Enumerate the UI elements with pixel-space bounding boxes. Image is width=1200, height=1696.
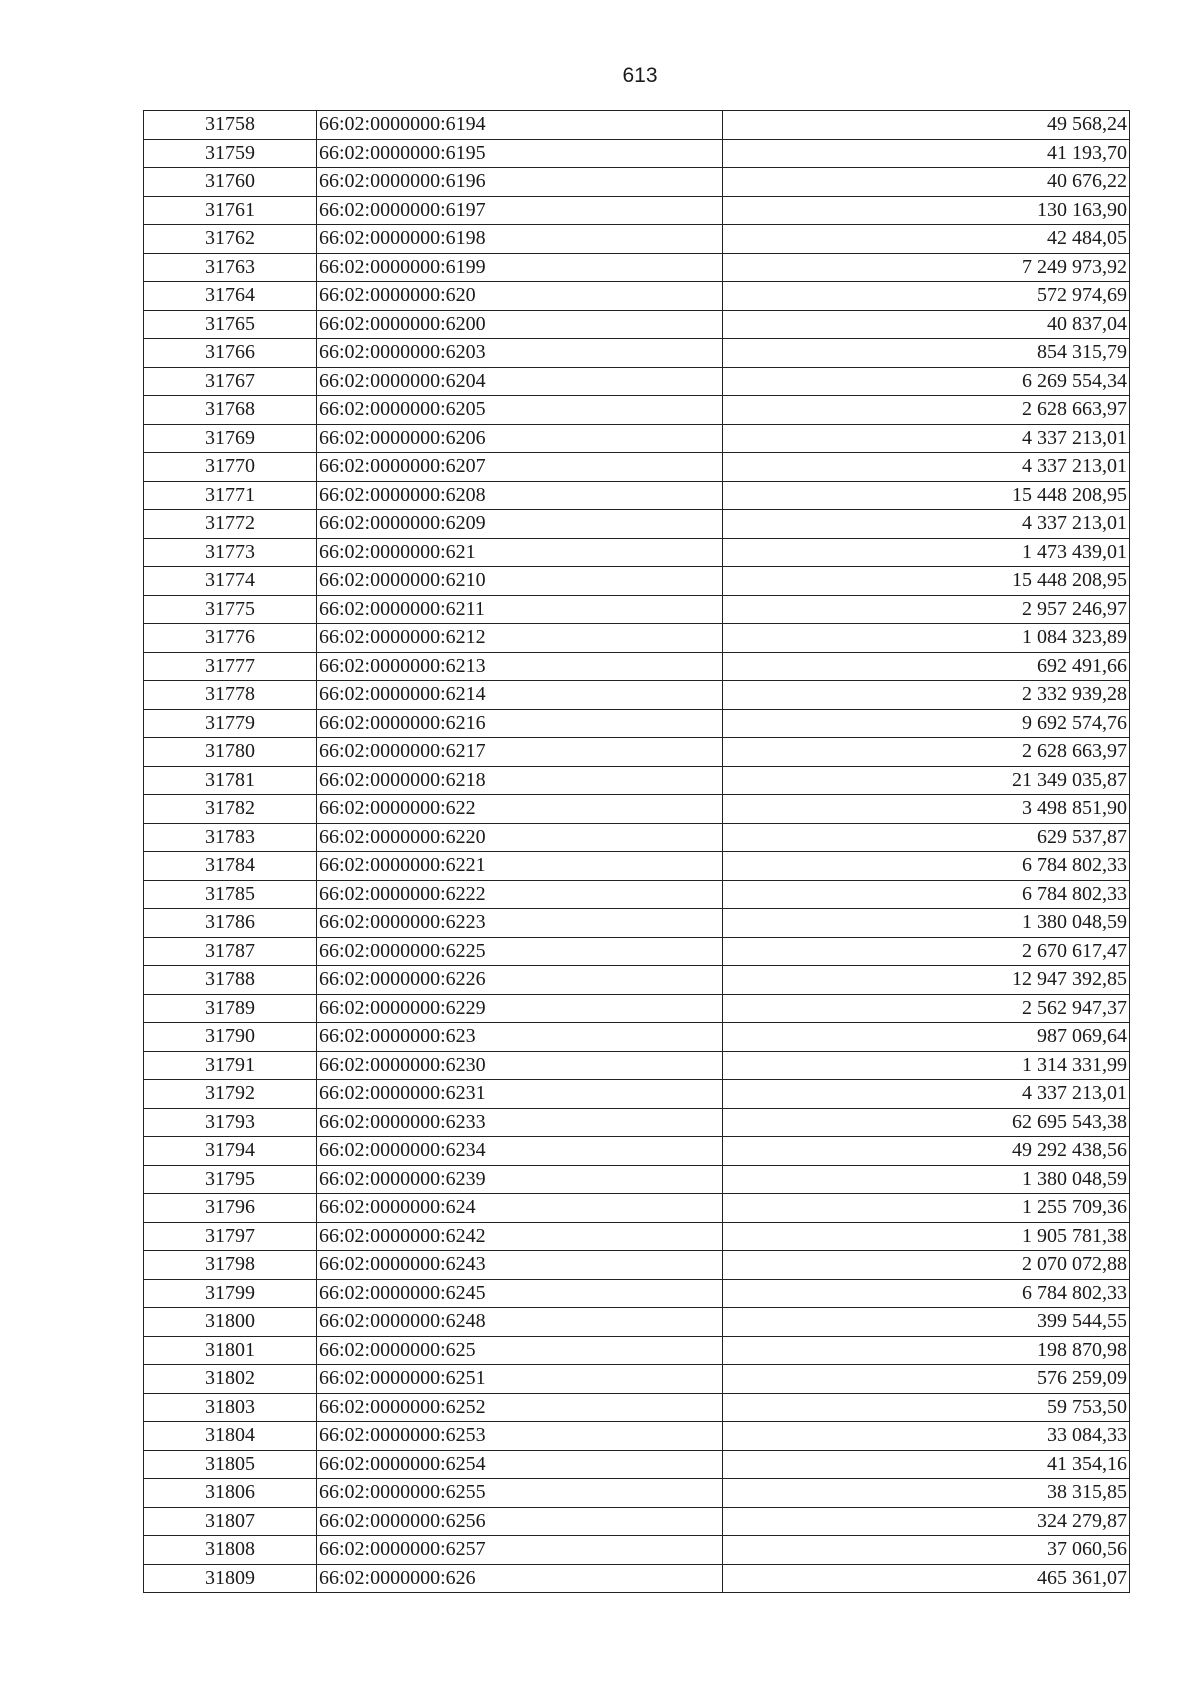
row-number-cell: 31789 bbox=[144, 994, 317, 1023]
cadastral-number-cell: 66:02:0000000:6252 bbox=[317, 1393, 723, 1422]
table-row bbox=[144, 1536, 1130, 1565]
row-number-cell: 31797 bbox=[144, 1222, 317, 1251]
table-row bbox=[144, 595, 1130, 624]
cadastral-value-cell: 465 361,07 bbox=[723, 1564, 1130, 1593]
cadastral-value-cell: 49 292 438,56 bbox=[723, 1137, 1130, 1166]
cadastral-number-cell: 66:02:0000000:6210 bbox=[317, 567, 723, 596]
row-number-cell: 31801 bbox=[144, 1336, 317, 1365]
cadastral-value-cell: 1 473 439,01 bbox=[723, 538, 1130, 567]
table-row bbox=[144, 310, 1130, 339]
table-row bbox=[144, 168, 1130, 197]
row-number-cell: 31767 bbox=[144, 367, 317, 396]
table-row bbox=[144, 937, 1130, 966]
table-row bbox=[144, 909, 1130, 938]
cadastral-number-cell: 66:02:0000000:6230 bbox=[317, 1051, 723, 1080]
cadastral-number-cell: 66:02:0000000:6222 bbox=[317, 880, 723, 909]
cadastral-value-cell: 2 628 663,97 bbox=[723, 738, 1130, 767]
table-body bbox=[144, 111, 1130, 1593]
row-number-cell: 31807 bbox=[144, 1507, 317, 1536]
cadastral-number-cell: 66:02:0000000:6234 bbox=[317, 1137, 723, 1166]
cadastral-value-cell: 2 332 939,28 bbox=[723, 681, 1130, 710]
cadastral-value-cell: 12 947 392,85 bbox=[723, 966, 1130, 995]
row-number-cell: 31764 bbox=[144, 282, 317, 311]
table-row bbox=[144, 681, 1130, 710]
table-row bbox=[144, 994, 1130, 1023]
row-number-cell: 31781 bbox=[144, 766, 317, 795]
row-number-cell: 31758 bbox=[144, 111, 317, 140]
row-number-cell: 31792 bbox=[144, 1080, 317, 1109]
cadastral-value-cell: 33 084,33 bbox=[723, 1422, 1130, 1451]
cadastral-value-cell: 1 314 331,99 bbox=[723, 1051, 1130, 1080]
table-row bbox=[144, 1336, 1130, 1365]
table-row bbox=[144, 823, 1130, 852]
row-number-cell: 31800 bbox=[144, 1308, 317, 1337]
row-number-cell: 31775 bbox=[144, 595, 317, 624]
table-row bbox=[144, 652, 1130, 681]
row-number-cell: 31759 bbox=[144, 139, 317, 168]
cadastral-value-cell: 42 484,05 bbox=[723, 225, 1130, 254]
cadastral-number-cell: 66:02:0000000:6205 bbox=[317, 396, 723, 425]
cadastral-number-cell: 66:02:0000000:6255 bbox=[317, 1479, 723, 1508]
table-row bbox=[144, 510, 1130, 539]
cadastral-value-cell: 3 498 851,90 bbox=[723, 795, 1130, 824]
row-number-cell: 31783 bbox=[144, 823, 317, 852]
cadastral-number-cell: 66:02:0000000:6195 bbox=[317, 139, 723, 168]
cadastral-value-cell: 572 974,69 bbox=[723, 282, 1130, 311]
cadastral-value-cell: 4 337 213,01 bbox=[723, 453, 1130, 482]
cadastral-value-cell: 15 448 208,95 bbox=[723, 567, 1130, 596]
table-row bbox=[144, 1080, 1130, 1109]
table-row bbox=[144, 1251, 1130, 1280]
table-row bbox=[144, 396, 1130, 425]
cadastral-number-cell: 66:02:0000000:6218 bbox=[317, 766, 723, 795]
cadastral-value-cell: 692 491,66 bbox=[723, 652, 1130, 681]
table-row bbox=[144, 1479, 1130, 1508]
row-number-cell: 31808 bbox=[144, 1536, 317, 1565]
cadastral-value-table bbox=[143, 110, 1130, 1593]
cadastral-value-cell: 38 315,85 bbox=[723, 1479, 1130, 1508]
cadastral-number-cell: 66:02:0000000:6209 bbox=[317, 510, 723, 539]
table-row bbox=[144, 139, 1130, 168]
table-row bbox=[144, 367, 1130, 396]
row-number-cell: 31782 bbox=[144, 795, 317, 824]
cadastral-number-cell: 66:02:0000000:6220 bbox=[317, 823, 723, 852]
cadastral-number-cell: 66:02:0000000:6206 bbox=[317, 424, 723, 453]
cadastral-value-cell: 2 628 663,97 bbox=[723, 396, 1130, 425]
row-number-cell: 31762 bbox=[144, 225, 317, 254]
row-number-cell: 31774 bbox=[144, 567, 317, 596]
cadastral-number-cell: 66:02:0000000:6213 bbox=[317, 652, 723, 681]
row-number-cell: 31760 bbox=[144, 168, 317, 197]
cadastral-value-cell: 324 279,87 bbox=[723, 1507, 1130, 1536]
cadastral-number-cell: 66:02:0000000:6223 bbox=[317, 909, 723, 938]
cadastral-number-cell: 66:02:0000000:6207 bbox=[317, 453, 723, 482]
row-number-cell: 31809 bbox=[144, 1564, 317, 1593]
row-number-cell: 31784 bbox=[144, 852, 317, 881]
row-number-cell: 31803 bbox=[144, 1393, 317, 1422]
cadastral-number-cell: 66:02:0000000:624 bbox=[317, 1194, 723, 1223]
cadastral-number-cell: 66:02:0000000:620 bbox=[317, 282, 723, 311]
row-number-cell: 31772 bbox=[144, 510, 317, 539]
cadastral-number-cell: 66:02:0000000:6242 bbox=[317, 1222, 723, 1251]
row-number-cell: 31799 bbox=[144, 1279, 317, 1308]
row-number-cell: 31787 bbox=[144, 937, 317, 966]
row-number-cell: 31777 bbox=[144, 652, 317, 681]
cadastral-number-cell: 66:02:0000000:6253 bbox=[317, 1422, 723, 1451]
row-number-cell: 31779 bbox=[144, 709, 317, 738]
cadastral-number-cell: 66:02:0000000:6256 bbox=[317, 1507, 723, 1536]
row-number-cell: 31806 bbox=[144, 1479, 317, 1508]
row-number-cell: 31780 bbox=[144, 738, 317, 767]
table-row bbox=[144, 1194, 1130, 1223]
cadastral-value-cell: 9 692 574,76 bbox=[723, 709, 1130, 738]
row-number-cell: 31765 bbox=[144, 310, 317, 339]
cadastral-number-cell: 66:02:0000000:6212 bbox=[317, 624, 723, 653]
table-row bbox=[144, 624, 1130, 653]
table-row bbox=[144, 1222, 1130, 1251]
row-number-cell: 31804 bbox=[144, 1422, 317, 1451]
cadastral-number-cell: 66:02:0000000:6204 bbox=[317, 367, 723, 396]
cadastral-value-cell: 2 562 947,37 bbox=[723, 994, 1130, 1023]
cadastral-value-cell: 2 670 617,47 bbox=[723, 937, 1130, 966]
cadastral-value-cell: 6 784 802,33 bbox=[723, 1279, 1130, 1308]
cadastral-number-cell: 66:02:0000000:6248 bbox=[317, 1308, 723, 1337]
cadastral-number-cell: 66:02:0000000:6254 bbox=[317, 1450, 723, 1479]
row-number-cell: 31786 bbox=[144, 909, 317, 938]
cadastral-value-cell: 1 905 781,38 bbox=[723, 1222, 1130, 1251]
cadastral-number-cell: 66:02:0000000:6216 bbox=[317, 709, 723, 738]
cadastral-value-cell: 854 315,79 bbox=[723, 339, 1130, 368]
cadastral-value-cell: 399 544,55 bbox=[723, 1308, 1130, 1337]
table-row bbox=[144, 1564, 1130, 1593]
table-row bbox=[144, 766, 1130, 795]
row-number-cell: 31766 bbox=[144, 339, 317, 368]
row-number-cell: 31791 bbox=[144, 1051, 317, 1080]
table-row bbox=[144, 1279, 1130, 1308]
cadastral-value-cell: 629 537,87 bbox=[723, 823, 1130, 852]
table-row bbox=[144, 1165, 1130, 1194]
cadastral-number-cell: 66:02:0000000:6199 bbox=[317, 253, 723, 282]
cadastral-value-cell: 4 337 213,01 bbox=[723, 424, 1130, 453]
cadastral-value-cell: 6 784 802,33 bbox=[723, 880, 1130, 909]
table-row bbox=[144, 738, 1130, 767]
cadastral-value-cell: 41 193,70 bbox=[723, 139, 1130, 168]
table-row bbox=[144, 966, 1130, 995]
cadastral-number-cell: 66:02:0000000:6251 bbox=[317, 1365, 723, 1394]
table-row bbox=[144, 709, 1130, 738]
row-number-cell: 31788 bbox=[144, 966, 317, 995]
cadastral-number-cell: 66:02:0000000:6226 bbox=[317, 966, 723, 995]
cadastral-number-cell: 66:02:0000000:6245 bbox=[317, 1279, 723, 1308]
cadastral-number-cell: 66:02:0000000:6239 bbox=[317, 1165, 723, 1194]
table-row bbox=[144, 196, 1130, 225]
cadastral-value-cell: 21 349 035,87 bbox=[723, 766, 1130, 795]
cadastral-number-cell: 66:02:0000000:6197 bbox=[317, 196, 723, 225]
row-number-cell: 31790 bbox=[144, 1023, 317, 1052]
cadastral-value-cell: 7 249 973,92 bbox=[723, 253, 1130, 282]
cadastral-number-cell: 66:02:0000000:6217 bbox=[317, 738, 723, 767]
cadastral-value-cell: 1 380 048,59 bbox=[723, 909, 1130, 938]
table-row bbox=[144, 1308, 1130, 1337]
table-row bbox=[144, 1137, 1130, 1166]
cadastral-value-cell: 6 269 554,34 bbox=[723, 367, 1130, 396]
table-row bbox=[144, 795, 1130, 824]
table-row bbox=[144, 453, 1130, 482]
page-number: 613 bbox=[622, 64, 658, 87]
cadastral-value-cell: 198 870,98 bbox=[723, 1336, 1130, 1365]
cadastral-value-cell: 59 753,50 bbox=[723, 1393, 1130, 1422]
cadastral-number-cell: 66:02:0000000:621 bbox=[317, 538, 723, 567]
cadastral-number-cell: 66:02:0000000:623 bbox=[317, 1023, 723, 1052]
cadastral-value-cell: 130 163,90 bbox=[723, 196, 1130, 225]
table-row bbox=[144, 1108, 1130, 1137]
cadastral-value-cell: 62 695 543,38 bbox=[723, 1108, 1130, 1137]
table-row bbox=[144, 282, 1130, 311]
row-number-cell: 31776 bbox=[144, 624, 317, 653]
cadastral-value-cell: 4 337 213,01 bbox=[723, 510, 1130, 539]
row-number-cell: 31763 bbox=[144, 253, 317, 282]
row-number-cell: 31805 bbox=[144, 1450, 317, 1479]
table-row bbox=[144, 339, 1130, 368]
row-number-cell: 31761 bbox=[144, 196, 317, 225]
row-number-cell: 31768 bbox=[144, 396, 317, 425]
row-number-cell: 31778 bbox=[144, 681, 317, 710]
row-number-cell: 31773 bbox=[144, 538, 317, 567]
row-number-cell: 31795 bbox=[144, 1165, 317, 1194]
table-row bbox=[144, 1023, 1130, 1052]
cadastral-number-cell: 66:02:0000000:6243 bbox=[317, 1251, 723, 1280]
cadastral-number-cell: 66:02:0000000:6257 bbox=[317, 1536, 723, 1565]
cadastral-value-cell: 49 568,24 bbox=[723, 111, 1130, 140]
row-number-cell: 31785 bbox=[144, 880, 317, 909]
row-number-cell: 31798 bbox=[144, 1251, 317, 1280]
table-row bbox=[144, 1422, 1130, 1451]
cadastral-value-cell: 37 060,56 bbox=[723, 1536, 1130, 1565]
table-row bbox=[144, 538, 1130, 567]
row-number-cell: 31771 bbox=[144, 481, 317, 510]
table-row bbox=[144, 852, 1130, 881]
cadastral-number-cell: 66:02:0000000:6198 bbox=[317, 225, 723, 254]
cadastral-number-cell: 66:02:0000000:626 bbox=[317, 1564, 723, 1593]
table-row bbox=[144, 1393, 1130, 1422]
cadastral-value-cell: 40 676,22 bbox=[723, 168, 1130, 197]
cadastral-value-cell: 1 255 709,36 bbox=[723, 1194, 1130, 1223]
table-row bbox=[144, 567, 1130, 596]
cadastral-value-cell: 4 337 213,01 bbox=[723, 1080, 1130, 1109]
cadastral-number-cell: 66:02:0000000:6229 bbox=[317, 994, 723, 1023]
table-row bbox=[144, 481, 1130, 510]
cadastral-value-cell: 576 259,09 bbox=[723, 1365, 1130, 1394]
table-row bbox=[144, 1507, 1130, 1536]
row-number-cell: 31769 bbox=[144, 424, 317, 453]
cadastral-number-cell: 66:02:0000000:6211 bbox=[317, 595, 723, 624]
table-row bbox=[144, 424, 1130, 453]
cadastral-number-cell: 66:02:0000000:6203 bbox=[317, 339, 723, 368]
cadastral-number-cell: 66:02:0000000:6200 bbox=[317, 310, 723, 339]
table-row bbox=[144, 225, 1130, 254]
row-number-cell: 31793 bbox=[144, 1108, 317, 1137]
cadastral-number-cell: 66:02:0000000:622 bbox=[317, 795, 723, 824]
cadastral-number-cell: 66:02:0000000:6196 bbox=[317, 168, 723, 197]
table-row bbox=[144, 1051, 1130, 1080]
cadastral-value-cell: 2 957 246,97 bbox=[723, 595, 1130, 624]
cadastral-number-cell: 66:02:0000000:6194 bbox=[317, 111, 723, 140]
cadastral-value-cell: 15 448 208,95 bbox=[723, 481, 1130, 510]
cadastral-number-cell: 66:02:0000000:6214 bbox=[317, 681, 723, 710]
cadastral-value-cell: 1 084 323,89 bbox=[723, 624, 1130, 653]
cadastral-value-cell: 40 837,04 bbox=[723, 310, 1130, 339]
table-row bbox=[144, 111, 1130, 140]
table-row bbox=[144, 880, 1130, 909]
table-row bbox=[144, 253, 1130, 282]
cadastral-number-cell: 66:02:0000000:6231 bbox=[317, 1080, 723, 1109]
cadastral-number-cell: 66:02:0000000:6225 bbox=[317, 937, 723, 966]
table-row bbox=[144, 1450, 1130, 1479]
row-number-cell: 31796 bbox=[144, 1194, 317, 1223]
cadastral-number-cell: 66:02:0000000:625 bbox=[317, 1336, 723, 1365]
row-number-cell: 31770 bbox=[144, 453, 317, 482]
cadastral-number-cell: 66:02:0000000:6221 bbox=[317, 852, 723, 881]
row-number-cell: 31794 bbox=[144, 1137, 317, 1166]
cadastral-value-cell: 1 380 048,59 bbox=[723, 1165, 1130, 1194]
cadastral-value-cell: 2 070 072,88 bbox=[723, 1251, 1130, 1280]
cadastral-number-cell: 66:02:0000000:6208 bbox=[317, 481, 723, 510]
cadastral-value-cell: 6 784 802,33 bbox=[723, 852, 1130, 881]
cadastral-value-cell: 987 069,64 bbox=[723, 1023, 1130, 1052]
row-number-cell: 31802 bbox=[144, 1365, 317, 1394]
cadastral-number-cell: 66:02:0000000:6233 bbox=[317, 1108, 723, 1137]
table-row bbox=[144, 1365, 1130, 1394]
cadastral-value-cell: 41 354,16 bbox=[723, 1450, 1130, 1479]
